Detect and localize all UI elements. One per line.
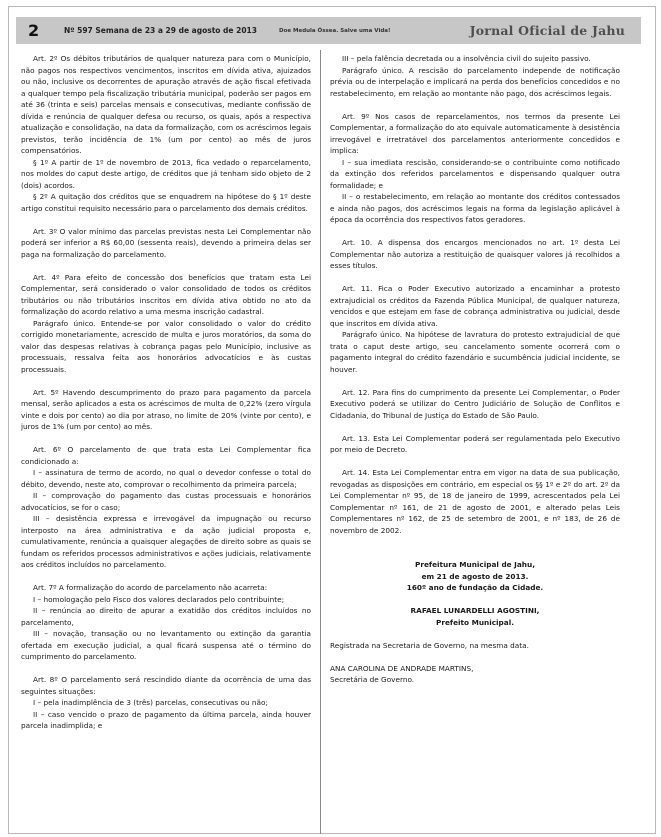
signature-foundation: 160º ano de fundação da Cidade.: [406, 583, 544, 592]
article-paragraph: § 1º A partir de 1º de novembro de 2013, fica vedado o reparcelamento, nos moldes do caput deste artigo, de créditos que já tenham sido objeto de 2 (dois) acordos.: [21, 157, 311, 190]
spacer: [330, 456, 620, 468]
slogan: Doe Medula Óssea. Salve uma Vida!: [279, 27, 391, 34]
article-paragraph: Parágrafo único. Entende-se por valor consolidado o valor do crédito corrigido monetariamente, acrescido de multa e juros moratórios, da soma do valor das despesas relativas à cobrança pagas pelo Município, inclusive as processuais, ressalva feita aos honorários advocatícios e às custas processuais.: [21, 318, 311, 374]
spacer: [330, 272, 620, 284]
signer-title: Prefeito Municipal.: [436, 617, 514, 627]
signature-date: em 21 de agosto de 2013.: [421, 571, 529, 581]
article-paragraph: Art. 14. Esta Lei Complementar entra em vigor na data de sua publicação, revogadas as disposições em contrário, em especial os §§ 1º e 2º do art. 2º da Lei Complementar nº 95, de 18 de janeiro de 1999, acrescentados pela Lei Complementar nº 161, de 21 de agosto de 2001, e alterado pelas Leis Complementares nº 162, de 25 de setembro de 2001, e nº 183, de 26 de novembro de 2002.: [330, 468, 620, 535]
issue-line: Nº 597 Semana de 23 a 29 de agosto de 2013: [64, 26, 257, 35]
article-paragraph: Art. 6º O parcelamento de que trata esta Lei Complementar fica condicionado a:: [21, 445, 311, 466]
spacer: [330, 548, 620, 560]
signer-name: RAFAEL LUNARDELLI AGOSTINI,: [410, 606, 540, 615]
article-paragraph: Art. 8º O parcelamento será rescindido diante da ocorrência de uma das seguintes situações:: [21, 675, 311, 696]
spacer: [330, 651, 620, 663]
article-paragraph: III – pela falência decretada ou a insolvência civil do sujeito passivo.: [342, 54, 591, 63]
article-paragraph: II – renúncia ao direito de apurar a exatidão dos créditos incluídos no parcelamento,: [21, 606, 311, 627]
article-paragraph: III – novação, transação ou no levantamento ou extinção da garantia ofertada em execução judicial, a qual ficará suspensa até o término do cumprimento do parcelamento.: [21, 629, 311, 661]
article-paragraph: Parágrafo único. A rescisão do parcelamento independe de notificação prévia ou de interpelação e implicará na perda dos benefícios concedidos e no restabelecimento, em relação ao montante não pago, dos acréscimos legais.: [330, 65, 620, 98]
spacer: [330, 628, 620, 640]
spacer: [330, 421, 620, 433]
article-paragraph: I – assinatura de termo de acordo, no qual o devedor confesse o total do débito, devendo, neste ato, comprovar o recolhimento da primeira parcela;: [21, 468, 311, 489]
article-paragraph: I – sua imediata rescisão, considerando-se o contribuinte como notificado da extinção dos referidos parcelamentos e dispensando qualquer outra formalidade; e: [330, 157, 620, 190]
article-paragraph: Art. 2º Os débitos tributários de qualquer natureza para com o Município, não pagos nos respectivos vencimentos, inscritos em dívida ativa, ajuizados ou não, inclusive os decorrentes de apuração através de ação fiscal efetivada a qualquer tempo pela fiscalização tributária municipal, poderão ser pagos em até 36 (trinta e seis) parcelas mensais e consecutivas, mediante confissão de dívida e renúncia de qualquer defesa ou recurso, os quais, após a respectiva atualização e consolidação, na data da formalização, com os acréscimos legais previstos, terão incidência de 1% (um por cento) ao mês de juros compensatórios.: [21, 54, 311, 155]
article-paragraph: Art. 13. Esta Lei Complementar poderá ser regulamentada pelo Executivo por meio de Decreto.: [330, 433, 620, 454]
article-paragraph: I – pela inadimplência de 3 (três) parcelas, consecutivas ou não;: [33, 698, 268, 707]
article-paragraph: Art. 9º Nos casos de reparcelamentos, nos termos da presente Lei Complementar, a formalização do ato equivale automaticamente à desistência irrevogável e irretratável dos parcelamentos anteriormente concedidos e implica:: [330, 111, 620, 155]
spacer: [330, 536, 620, 548]
secretary-title: Secretária de Governo.: [330, 675, 415, 684]
newspaper-title: Jornal Oficial de Jahu: [469, 23, 625, 38]
article-paragraph: II – comprovação do pagamento das custas processuais e honorários advocatícios, se for o caso;: [21, 491, 311, 512]
article-paragraph: Art. 7º A formalização do acordo de parcelamento não acarreta:: [33, 583, 268, 592]
article-paragraph: II – o restabelecimento, em relação ao montante dos créditos contessados e ainda não pagos, dos acréscimos legais na forma da legislação aplicável à época da ocorrência dos respectivos fatos geradores.: [330, 192, 620, 224]
article-paragraph: Art. 3º O valor mínimo das parcelas previstas nesta Lei Complementar não poderá ser inferior a R$ 60,00 (sessenta reais), devendo a primeira delas ser paga na formalização do parcelamento.: [21, 226, 311, 259]
secretary-name: ANA CAROLINA DE ANDRADE MARTINS,: [330, 663, 474, 673]
page-header: [16, 17, 641, 44]
right-column: [330, 53, 620, 686]
article-paragraph: Art. 12. Para fins do cumprimento da presente Lei Complementar, o Poder Executivo poderá se utilizar do Centro Judiciário de Solução de Conflitos e Cidadania, do Tribunal de Justiça do Estado de São Paulo.: [330, 387, 620, 420]
spacer: [330, 375, 620, 387]
article-paragraph: Art. 5º Havendo descumprimento do prazo para pagamento da parcela mensal, serão aplicados a esta os acréscimos de multa de 0,22% (zero vírgula vinte e dois por cento) ao dia por atraso, no limite de 20% (vinte por cento), e juros de 1% (um por cento) ao mês.: [21, 387, 311, 431]
article-paragraph: Art. 10. A dispensa dos encargos mencionados no art. 1º desta Lei Complementar não autoriza a restituição de quaisquer valores já recolhidos a esses títulos.: [330, 238, 620, 270]
column-divider: [320, 50, 321, 834]
article-paragraph: I – homologação pelo Fisco dos valores declarados pelo contribuinte;: [33, 594, 285, 604]
spacer: [330, 226, 620, 238]
spacer: [21, 214, 311, 226]
right-column-articles: [330, 53, 620, 536]
page-number: 2: [28, 21, 40, 40]
spacer: [21, 663, 311, 675]
spacer: [21, 571, 311, 583]
spacer: [330, 99, 620, 111]
article-paragraph: Art. 11. Fica o Poder Executivo autorizado a encaminhar a protesto extrajudicial os créditos da Fazenda Pública Municipal, de qualquer natureza, vencidos e que estejam em fase de cobrança administrativa ou judicial, desde que inscritos em dívida ativa.: [330, 284, 620, 328]
spacer: [21, 375, 311, 387]
registration-note: Registrada na Secretaria de Governo, na mesma data.: [330, 640, 529, 650]
article-paragraph: III – desistência expressa e irrevogável da impugnação ou recurso interposto na área administrativa e da ação judicial proposta e, cumulativamente, renúncia a quaisquer alegações de direito sobre as quais se fundam os referidos processos administrativos e ações judiciais, relativamente aos créditos incluídos no parcelamento.: [21, 514, 311, 569]
spacer: [21, 433, 311, 445]
spacer: [21, 260, 311, 272]
article-paragraph: Parágrafo único. Na hipótese de lavratura do protesto extrajudicial de que trata o caput deste artigo, seu cancelamento somente ocorrerá com o pagamento integral do crédito fazendário e sucumbência judicial incidente, se houver.: [330, 330, 620, 374]
spacer: [330, 594, 620, 606]
article-paragraph: § 2º A quitação dos créditos que se enquadrem na hipótese do § 1º deste artigo constitui requisito necessário para o parcelamento dos demais créditos.: [21, 192, 311, 213]
left-column: [21, 53, 311, 732]
article-paragraph: Art. 4º Para efeito de concessão dos benefícios que tratam esta Lei Complementar, será considerado o valor consolidado de todos os créditos tributários ou não tributários inscritos em dívida ativa obtido no ato da formalização do acordo relativo a uma mesma inscrição cadastral.: [21, 272, 311, 316]
signature-place: Prefeitura Municipal de Jahu,: [415, 560, 535, 569]
article-paragraph: II – caso vencido o prazo de pagamento da última parcela, ainda houver parcela inadimplida; e: [21, 709, 311, 730]
